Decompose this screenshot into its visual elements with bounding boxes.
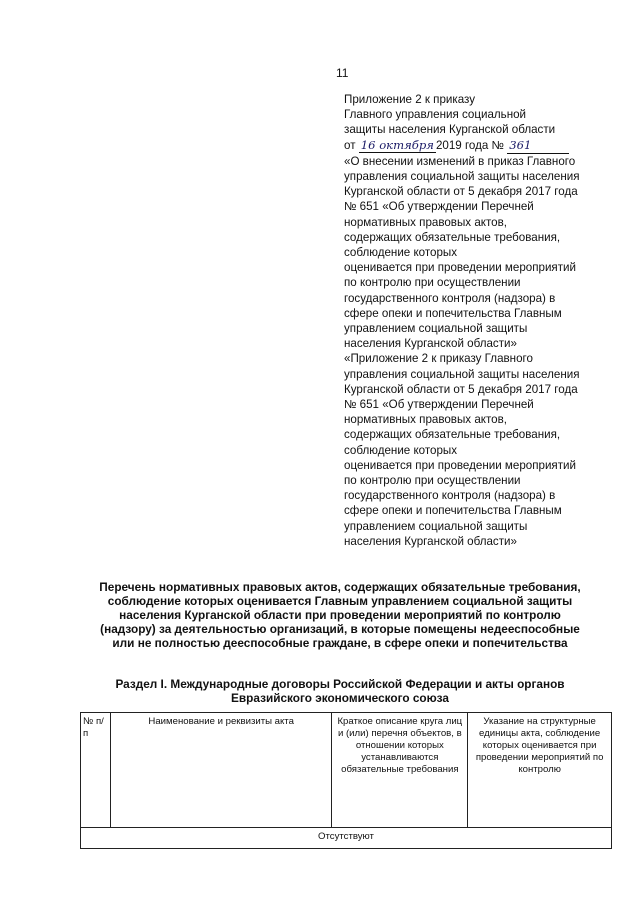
appendix-line: населения Курганской области» <box>344 534 517 548</box>
appendix-line: Курганской области от 5 декабря 2017 года <box>344 185 578 199</box>
appendix-line: управлением социальной защиты <box>344 322 528 336</box>
header-act-name: Наименование и реквизиты акта <box>110 713 331 828</box>
empty-row-text: Отсутствуют <box>81 828 612 849</box>
appendix-line: нормативных правовых актов, <box>344 215 507 229</box>
appendix-line: защиты населения Курганской области <box>344 123 556 137</box>
handwritten-date: 16 октября <box>360 137 434 152</box>
appendix-line: государственного контроля (надзора) в <box>344 489 556 503</box>
section-title-line: Евразийского экономического союза <box>231 691 449 705</box>
appendix-line: управления социальной защиты населения <box>344 367 580 381</box>
appendix-line: сфере опеки и попечительства Главным <box>344 504 562 518</box>
header-description: Краткое описание круга лиц и (или) перечня объектов, в отношении которых устанавливаются обязательные требования <box>332 713 468 828</box>
main-title-line: соблюдение которых оценивается Главным управлением социальной защиты <box>107 594 573 608</box>
appendix-line: сфере опеки и попечительства Главным <box>344 306 562 320</box>
appendix-line: нормативных правовых актов, <box>344 413 507 427</box>
appendix-line: соблюдение которых <box>344 246 458 260</box>
appendix-line: «Приложение 2 к приказу Главного <box>344 352 533 366</box>
appendix-body <box>344 154 620 549</box>
main-title-line: или не полностью дееспособные граждане, в сфере опеки и попечительства <box>112 636 568 650</box>
appendix-line: по контролю при осуществлении <box>344 276 521 290</box>
main-title-line: (надзору) за деятельностью организаций, в которые помещены недееспособные <box>100 622 580 636</box>
appendix-line: «О внесении изменений в приказ Главного <box>344 154 576 168</box>
main-title-line: Перечень нормативных правовых актов, содержащих обязательные требования, <box>99 580 581 594</box>
appendix-line: населения Курганской области» <box>344 337 517 351</box>
section-title <box>80 677 600 705</box>
acts-table <box>80 712 612 849</box>
appendix-line: по контролю при осуществлении <box>344 474 521 488</box>
header-structural-units: Указание на структурные единицы акта, соблюдение которых оценивается при проведении мероприятий по контролю <box>468 713 612 828</box>
main-title-line: населения Курганской области при проведении мероприятий по контролю <box>119 608 561 622</box>
header-number: № п/п <box>81 713 111 828</box>
appendix-line: государственного контроля (надзора) в <box>344 291 556 305</box>
appendix-line: № 651 «Об утверждении Перечней <box>344 200 534 214</box>
appendix-line: содержащих обязательные требования, <box>344 428 561 442</box>
appendix-line: Курганской области от 5 декабря 2017 года <box>344 382 578 396</box>
appendix-date-line <box>344 138 620 154</box>
date-year: 2019 года № <box>435 138 504 152</box>
table-row <box>81 828 612 849</box>
handwritten-number: 361 <box>507 138 569 154</box>
appendix-line: оценивается при проведении мероприятий <box>344 458 576 472</box>
appendix-line: № 651 «Об утверждении Перечней <box>344 398 534 412</box>
appendix-line: Приложение 2 к приказу <box>344 93 476 106</box>
appendix-line: содержащих обязательные требования, <box>344 230 561 244</box>
appendix-block <box>344 92 620 549</box>
page-number: 11 <box>336 66 349 80</box>
table-header-row <box>81 713 612 828</box>
appendix-line: оценивается при проведении мероприятий <box>344 261 576 275</box>
appendix-line: управлением социальной защиты <box>344 519 528 533</box>
section-title-line: Раздел I. Международные договоры Российской Федерации и акты органов <box>115 677 565 691</box>
appendix-line: соблюдение которых <box>344 443 458 457</box>
main-title <box>70 580 610 650</box>
appendix-line: управления социальной защиты населения <box>344 170 580 184</box>
appendix-line: Главного управления социальной <box>344 108 527 122</box>
date-prefix: от <box>344 138 356 152</box>
